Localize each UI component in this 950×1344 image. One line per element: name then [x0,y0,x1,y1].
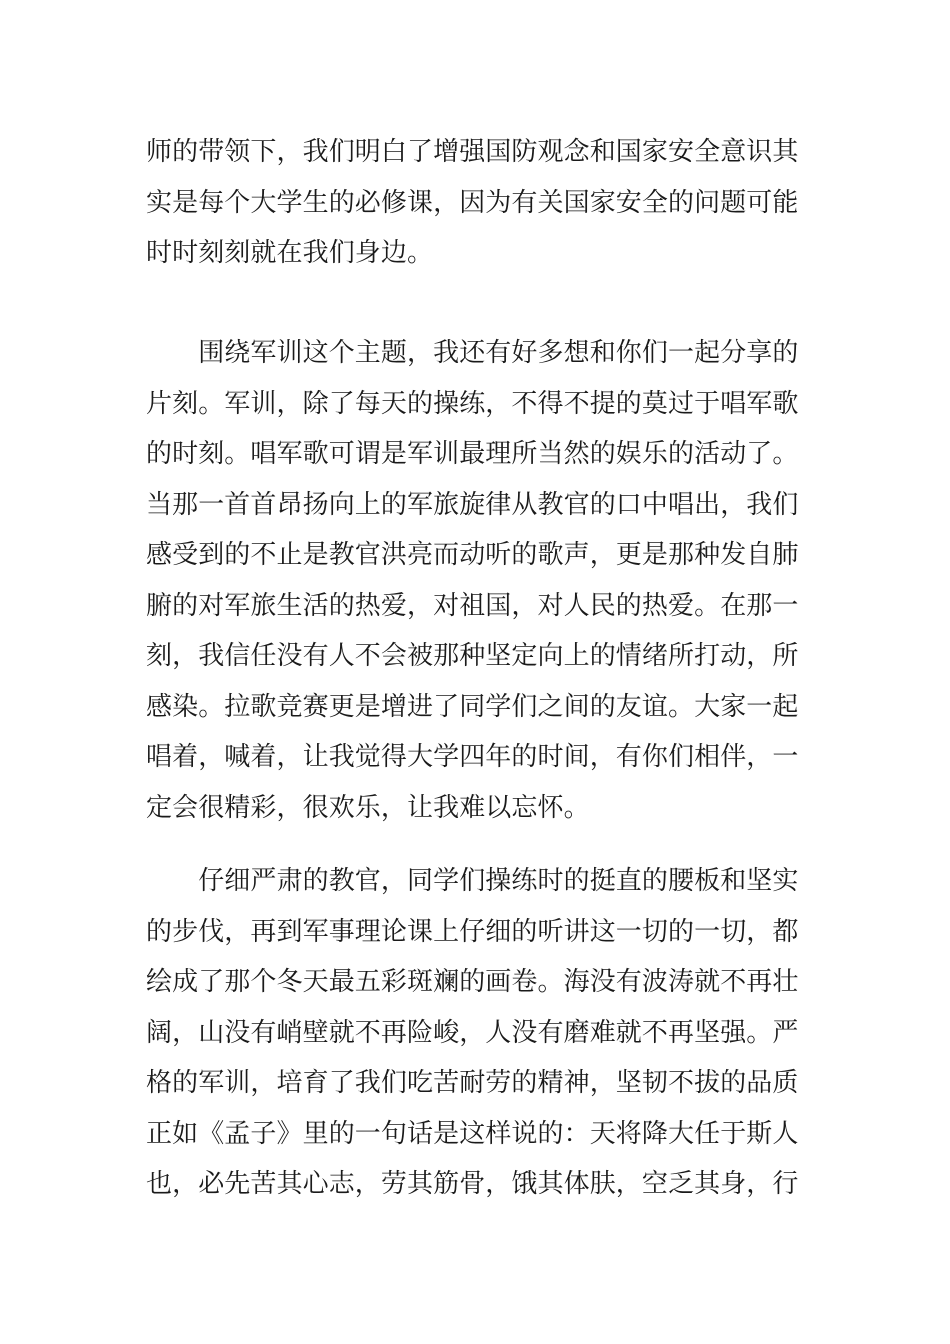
text-line: 的时刻。唱军歌可谓是军训最理所当然的娱乐的活动了。 [146,439,799,469]
text-line: 腑的对军旅生活的热爱，对祖国，对人民的热爱。在那一 [146,590,799,621]
text-line: 实是每个大学生的必修课，因为有关国家安全的问题可能 [146,187,799,218]
text-line: 师的带领下，我们明白了增强国防观念和国家安全意识其 [146,137,799,167]
text-line: 刻，我信任没有人不会被那种坚定向上的情绪所打动，所 [146,641,799,671]
text-line: 围绕军训这个主题，我还有好多想和你们一起分享的 [146,338,799,368]
paragraph-1 [146,127,826,279]
text-line: 正如《孟子》里的一句话是这样说的：天将降大任于斯人 [146,1118,799,1149]
text-line: 当那一首首昂扬向上的军旅旋律从教官的口中唱出，我们 [146,489,799,520]
text-line: 片刻。军训，除了每天的操练，不得不提的莫过于唱军歌 [146,388,799,419]
text-line: 绘成了那个冬天最五彩斑斓的画卷。海没有波涛就不再壮 [146,967,799,997]
text-line: 唱着，喊着，让我觉得大学四年的时间，有你们相伴，一 [146,742,799,772]
text-line: 也，必先苦其心志，劳其筋骨，饿其体肤，空乏其身，行 [146,1169,799,1199]
text-line: 仔细严肃的教官，同学们操练时的挺直的腰板和坚实 [146,866,799,896]
text-line: 时时刻刻就在我们身边。 [146,238,434,268]
text-line: 格的军训，培育了我们吃苦耐劳的精神，坚韧不拔的品质 [146,1068,799,1098]
text-line: 感受到的不止是教官洪亮而动听的歌声，更是那种发自肺 [146,540,799,570]
text-line: 的步伐，再到军事理论课上仔细的听讲这一切的一切，都 [146,916,799,947]
paragraph-3 [146,856,826,1210]
text-line: 定会很精彩，很欢乐，让我难以忘怀。 [146,792,590,823]
paragraph-2 [146,328,826,833]
text-line: 阔，山没有峭壁就不再险峻，人没有磨难就不再坚强。严 [146,1017,799,1048]
text-line: 感染。拉歌竞赛更是增进了同学们之间的友谊。大家一起 [146,691,799,722]
